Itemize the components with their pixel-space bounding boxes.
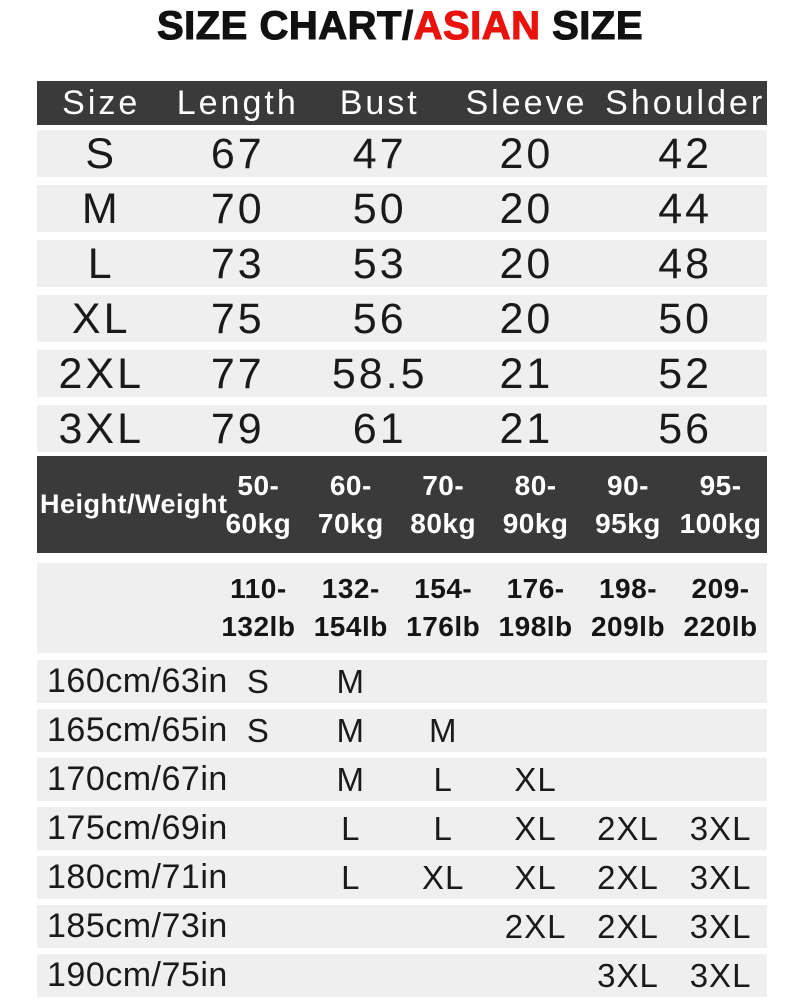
recommended-size [489, 660, 581, 703]
height-weight-band [37, 456, 767, 553]
column-header: Length [176, 83, 299, 122]
size-table-row [37, 295, 767, 342]
size-table-header [37, 81, 767, 125]
size-table-row [37, 350, 767, 397]
recommended-size: XL [514, 858, 557, 896]
size-table-cell: 56 [658, 405, 713, 453]
size-table-cell: 21 [499, 350, 554, 398]
weight-kg-top: 90- [607, 469, 649, 501]
recommended-size: S [246, 662, 270, 700]
recommended-size [489, 954, 581, 997]
size-table-cell: 70 [210, 185, 265, 233]
weight-kg-bottom: 60kg [225, 507, 292, 539]
recommended-size [674, 709, 767, 752]
weight-kg-bottom: 100kg [679, 507, 762, 539]
recommended-size: 3XL [689, 956, 752, 994]
weight-lb-bottom: 209lb [590, 611, 666, 642]
size-table-cell: 73 [210, 240, 265, 288]
recommended-size [212, 807, 304, 850]
weight-kg-bottom: 80kg [410, 507, 477, 539]
recommended-size [305, 905, 397, 948]
size-table-cell: 42 [658, 130, 713, 178]
size-table-cell: 20 [499, 185, 554, 233]
recommended-size: M [336, 760, 366, 798]
weight-kg-top: 95- [699, 469, 742, 501]
recommended-size [212, 954, 304, 997]
size-table-cell: 56 [352, 295, 407, 343]
recommended-size: L [341, 858, 361, 896]
height-label: 185cm/73in [47, 907, 228, 945]
recommended-size: L [433, 760, 453, 798]
recommended-size: XL [514, 760, 557, 798]
size-table-row [37, 240, 767, 287]
recommended-size [674, 758, 767, 801]
weight-range-lb [305, 563, 397, 653]
weight-lb-top: 132- [321, 573, 380, 604]
empty-cell [37, 563, 212, 653]
title-text-red: ASIAN [413, 4, 541, 48]
height-row [37, 905, 767, 948]
weight-lb-top: 176- [506, 573, 565, 604]
weight-kg-top: 60- [329, 469, 372, 501]
size-table-cell: 20 [499, 240, 554, 288]
page-title [0, 0, 800, 48]
height-row [37, 758, 767, 801]
size-table-cell: XL [71, 295, 131, 343]
size-table-cell: 21 [499, 405, 554, 453]
weight-range-lb [674, 563, 767, 653]
weight-range-lb [582, 563, 674, 653]
title-text-left: SIZE CHART/ [156, 4, 414, 48]
size-table-cell: 47 [352, 130, 407, 178]
size-table-cell: 2XL [58, 350, 144, 398]
weight-range-lb [489, 563, 581, 653]
weight-kg-bottom: 90kg [502, 507, 569, 539]
recommended-size [305, 954, 397, 997]
size-table-cell: 44 [658, 185, 713, 233]
size-table-cell: S [85, 130, 118, 178]
column-header: Sleeve [465, 83, 588, 122]
weight-lb-bottom: 132lb [221, 611, 296, 642]
weight-kg-top: 80- [514, 469, 557, 501]
height-row [37, 709, 767, 752]
height-row [37, 807, 767, 850]
size-table-cell: 53 [352, 240, 407, 288]
recommended-size: S [246, 711, 270, 749]
recommended-size [212, 905, 304, 948]
recommended-size [582, 709, 674, 752]
size-table-cell: 79 [210, 405, 265, 453]
height-rows [37, 660, 767, 997]
recommended-size: M [336, 662, 366, 700]
size-chart-sheet [37, 81, 767, 997]
size-table-cell: 20 [499, 130, 554, 178]
title-text-right: SIZE [540, 4, 644, 48]
recommended-size: L [433, 809, 453, 847]
column-header: Bust [339, 83, 420, 122]
recommended-size: 2XL [504, 907, 567, 945]
size-table-row [37, 185, 767, 232]
recommended-size: 2XL [597, 858, 659, 896]
column-header: Size [62, 83, 141, 122]
weight-lb-bottom: 220lb [683, 611, 758, 642]
recommended-size [212, 758, 304, 801]
weight-lb-bottom: 176lb [406, 611, 481, 642]
size-table-cell: M [81, 185, 121, 233]
size-table-cell: 77 [210, 350, 265, 398]
weight-range-kg [212, 456, 304, 553]
weight-lb-top: 154- [414, 573, 473, 604]
recommended-size [582, 660, 674, 703]
size-table-cell: 3XL [58, 405, 144, 453]
size-table-cell: 48 [658, 240, 713, 288]
weight-lb-row [37, 563, 767, 653]
weight-range-lb [397, 563, 489, 653]
weight-lb-bottom: 198lb [498, 611, 573, 642]
recommended-size [582, 758, 674, 801]
recommended-size: 2XL [597, 809, 659, 847]
column-header: Shoulder [605, 83, 766, 122]
weight-lb-bottom: 154lb [313, 611, 388, 642]
weight-kg-top: 50- [237, 469, 280, 501]
size-table-body [37, 130, 767, 452]
weight-kg-top: 70- [422, 469, 465, 501]
weight-range-kg [582, 456, 674, 553]
recommended-size [212, 856, 304, 899]
weight-lb-top: 209- [691, 573, 750, 604]
recommended-size: M [428, 711, 458, 749]
weight-range-kg [305, 456, 397, 553]
recommended-size: M [336, 711, 366, 749]
size-table-cell: 50 [658, 295, 713, 343]
weight-lb-top: 110- [230, 573, 287, 604]
weight-kg-bottom: 95kg [595, 507, 661, 539]
recommended-size [674, 660, 767, 703]
recommended-size: XL [422, 858, 465, 896]
size-table-cell: 75 [210, 295, 265, 343]
recommended-size [397, 905, 489, 948]
height-label: 170cm/67in [47, 760, 228, 798]
size-table-cell: 50 [352, 185, 407, 233]
weight-lb-top: 198- [598, 573, 658, 604]
weight-range-kg [489, 456, 581, 553]
height-weight-label: Height/Weight [40, 489, 228, 519]
height-label: 190cm/75in [47, 956, 228, 994]
height-row [37, 856, 767, 899]
recommended-size: 3XL [597, 956, 659, 994]
size-table-row [37, 405, 767, 452]
height-label: 160cm/63in [47, 662, 228, 700]
recommended-size [397, 660, 489, 703]
height-label: 180cm/71in [47, 858, 228, 896]
height-row [37, 954, 767, 997]
size-table-cell: 20 [499, 295, 554, 343]
recommended-size: 3XL [689, 907, 752, 945]
weight-range-kg [674, 456, 767, 553]
size-table-cell: 67 [210, 130, 265, 178]
recommended-size [489, 709, 581, 752]
recommended-size: 3XL [689, 809, 752, 847]
recommended-size [397, 954, 489, 997]
weight-range-kg [397, 456, 489, 553]
height-label: 175cm/69in [47, 809, 228, 847]
size-table-row [37, 130, 767, 177]
weight-range-lb [212, 563, 304, 653]
height-label: 165cm/65in [47, 711, 228, 749]
size-table-cell: 58.5 [331, 350, 428, 398]
height-row [37, 660, 767, 703]
size-table-cell: 52 [658, 350, 713, 398]
recommended-size: XL [514, 809, 557, 847]
size-table-cell: 61 [352, 405, 407, 453]
recommended-size: 3XL [689, 858, 752, 896]
recommended-size: L [341, 809, 361, 847]
size-table-cell: L [87, 240, 115, 288]
weight-kg-bottom: 70kg [317, 507, 384, 539]
recommended-size: 2XL [597, 907, 659, 945]
